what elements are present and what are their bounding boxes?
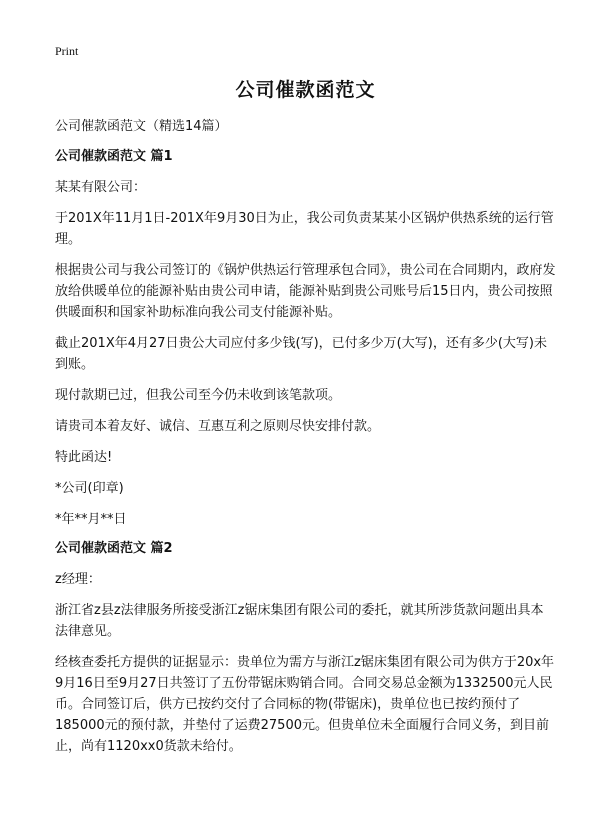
paragraph: 浙江省z县z法律服务所接受浙江z锯床集团有限公司的委托，就其所涉货款问题出具本法律意见。 [55, 603, 544, 639]
paragraph-closing: 特此函达! [55, 450, 113, 465]
document-title: 公司催款函范文 [235, 79, 376, 101]
paragraph-salutation: z经理： [55, 572, 101, 587]
paragraph: 截止201X年4月27日贵公大司应付多少钱(写)，已付多少万(大写)，还有多少(大写)未到账。 [55, 336, 547, 372]
paragraph: 于201X年11月1日-201X年9月30日为止，我公司负责某某小区锅炉供热系统的运行管理。 [55, 211, 554, 247]
section-heading-1: 公司催款函范文 篇1 [55, 149, 173, 164]
section-heading-2: 公司催款函范文 篇2 [55, 541, 173, 556]
paragraph: 经核查委托方提供的证据显示：贵单位为需方与浙江z锯床集团有限公司为供方于20x年9月16日至9月27日共签订了五份带锯床购销合同。合同交易总金额为1332500元人民币。合同签订后，供方已按约交付了合同标的物(带锯床)，贵单位也已按约预付了185000元的预付款，并垫付了运费27500元。但贵单位未全面履行合同义务，到目前止，尚有1120xx0货款未给付。 [55, 655, 555, 754]
paragraph: 根据贵公司与我公司签订的《锅炉供热运行管理承包合同》，贵公司在合同期内，政府发放给供暖单位的能源补贴由贵公司申请，能源补贴到贵公司账号后15日内，贵公司按照供暖面积和国家补助标准向我公司支付能源补贴。 [55, 263, 556, 320]
print-label[interactable]: Print [55, 44, 79, 58]
paragraph-signature: *公司(印章) [55, 481, 124, 496]
paragraph: 现付款期已过，但我公司至今仍未收到该笔款项。 [55, 388, 342, 403]
document-subtitle: 公司催款函范文（精选14篇） [55, 119, 228, 134]
paragraph-salutation: 某某有限公司： [55, 180, 147, 195]
paragraph: 请贵司本着友好、诚信、互惠互利之原则尽快安排付款。 [55, 419, 381, 434]
paragraph-date: *年**月**日 [55, 512, 127, 527]
